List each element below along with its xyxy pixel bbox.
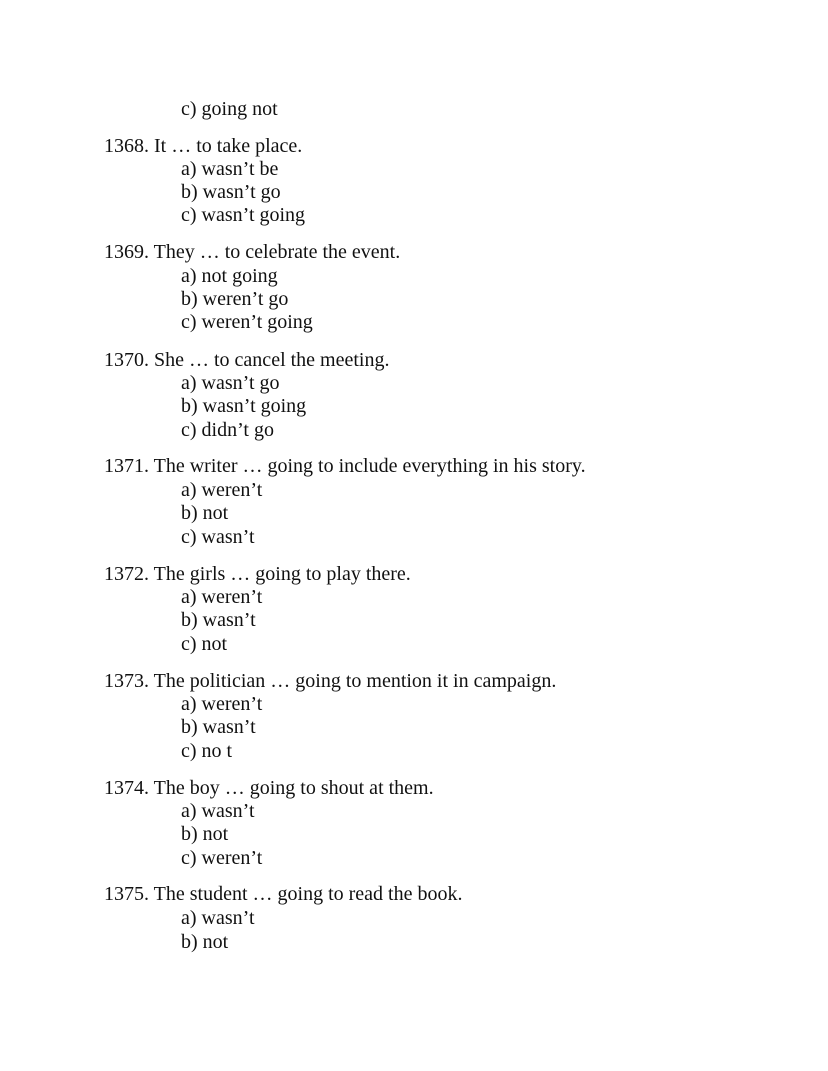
question-1375: 1375. The student … going to read the book.	[104, 883, 463, 905]
question-1370: 1370. She … to cancel the meeting.	[104, 349, 390, 371]
question-1374: 1374. The boy … going to shout at them.	[104, 777, 434, 799]
option-1373-a: a) weren’t	[181, 693, 263, 715]
option-1374-b: b) not	[181, 823, 229, 845]
option-1374-c: c) weren’t	[181, 847, 263, 869]
option-1369-c: c) weren’t going	[181, 311, 313, 333]
option-1374-a: a) wasn’t	[181, 800, 255, 822]
option-1369-b: b) weren’t go	[181, 288, 289, 310]
option-1370-a: a) wasn’t go	[181, 372, 280, 394]
option-1368-a: a) wasn’t be	[181, 158, 279, 180]
question-1372: 1372. The girls … going to play there.	[104, 563, 411, 585]
option-1375-a: a) wasn’t	[181, 907, 255, 929]
option-1372-c: c) not	[181, 633, 228, 655]
option-1373-b: b) wasn’t	[181, 716, 256, 738]
option-1370-c: c) didn’t go	[181, 419, 274, 441]
option-1368-b: b) wasn’t go	[181, 181, 281, 203]
option-1368-c: c) wasn’t going	[181, 204, 306, 226]
carryover-option: c) going not	[181, 98, 278, 120]
option-1369-a: a) not going	[181, 265, 278, 287]
option-1370-b: b) wasn’t going	[181, 395, 307, 417]
option-1371-c: c) wasn’t	[181, 526, 255, 548]
option-1371-b: b) not	[181, 502, 229, 524]
option-1372-a: a) weren’t	[181, 586, 263, 608]
question-1371: 1371. The writer … going to include everything in his story.	[104, 455, 586, 477]
question-1368: 1368. It … to take place.	[104, 135, 303, 157]
option-1375-b: b) not	[181, 931, 229, 953]
option-1372-b: b) wasn’t	[181, 609, 256, 631]
question-1369: 1369. They … to celebrate the event.	[104, 241, 401, 263]
option-1373-c: c) no t	[181, 740, 233, 762]
option-1371-a: a) weren’t	[181, 479, 263, 501]
question-1373: 1373. The politician … going to mention it in campaign.	[104, 670, 557, 692]
